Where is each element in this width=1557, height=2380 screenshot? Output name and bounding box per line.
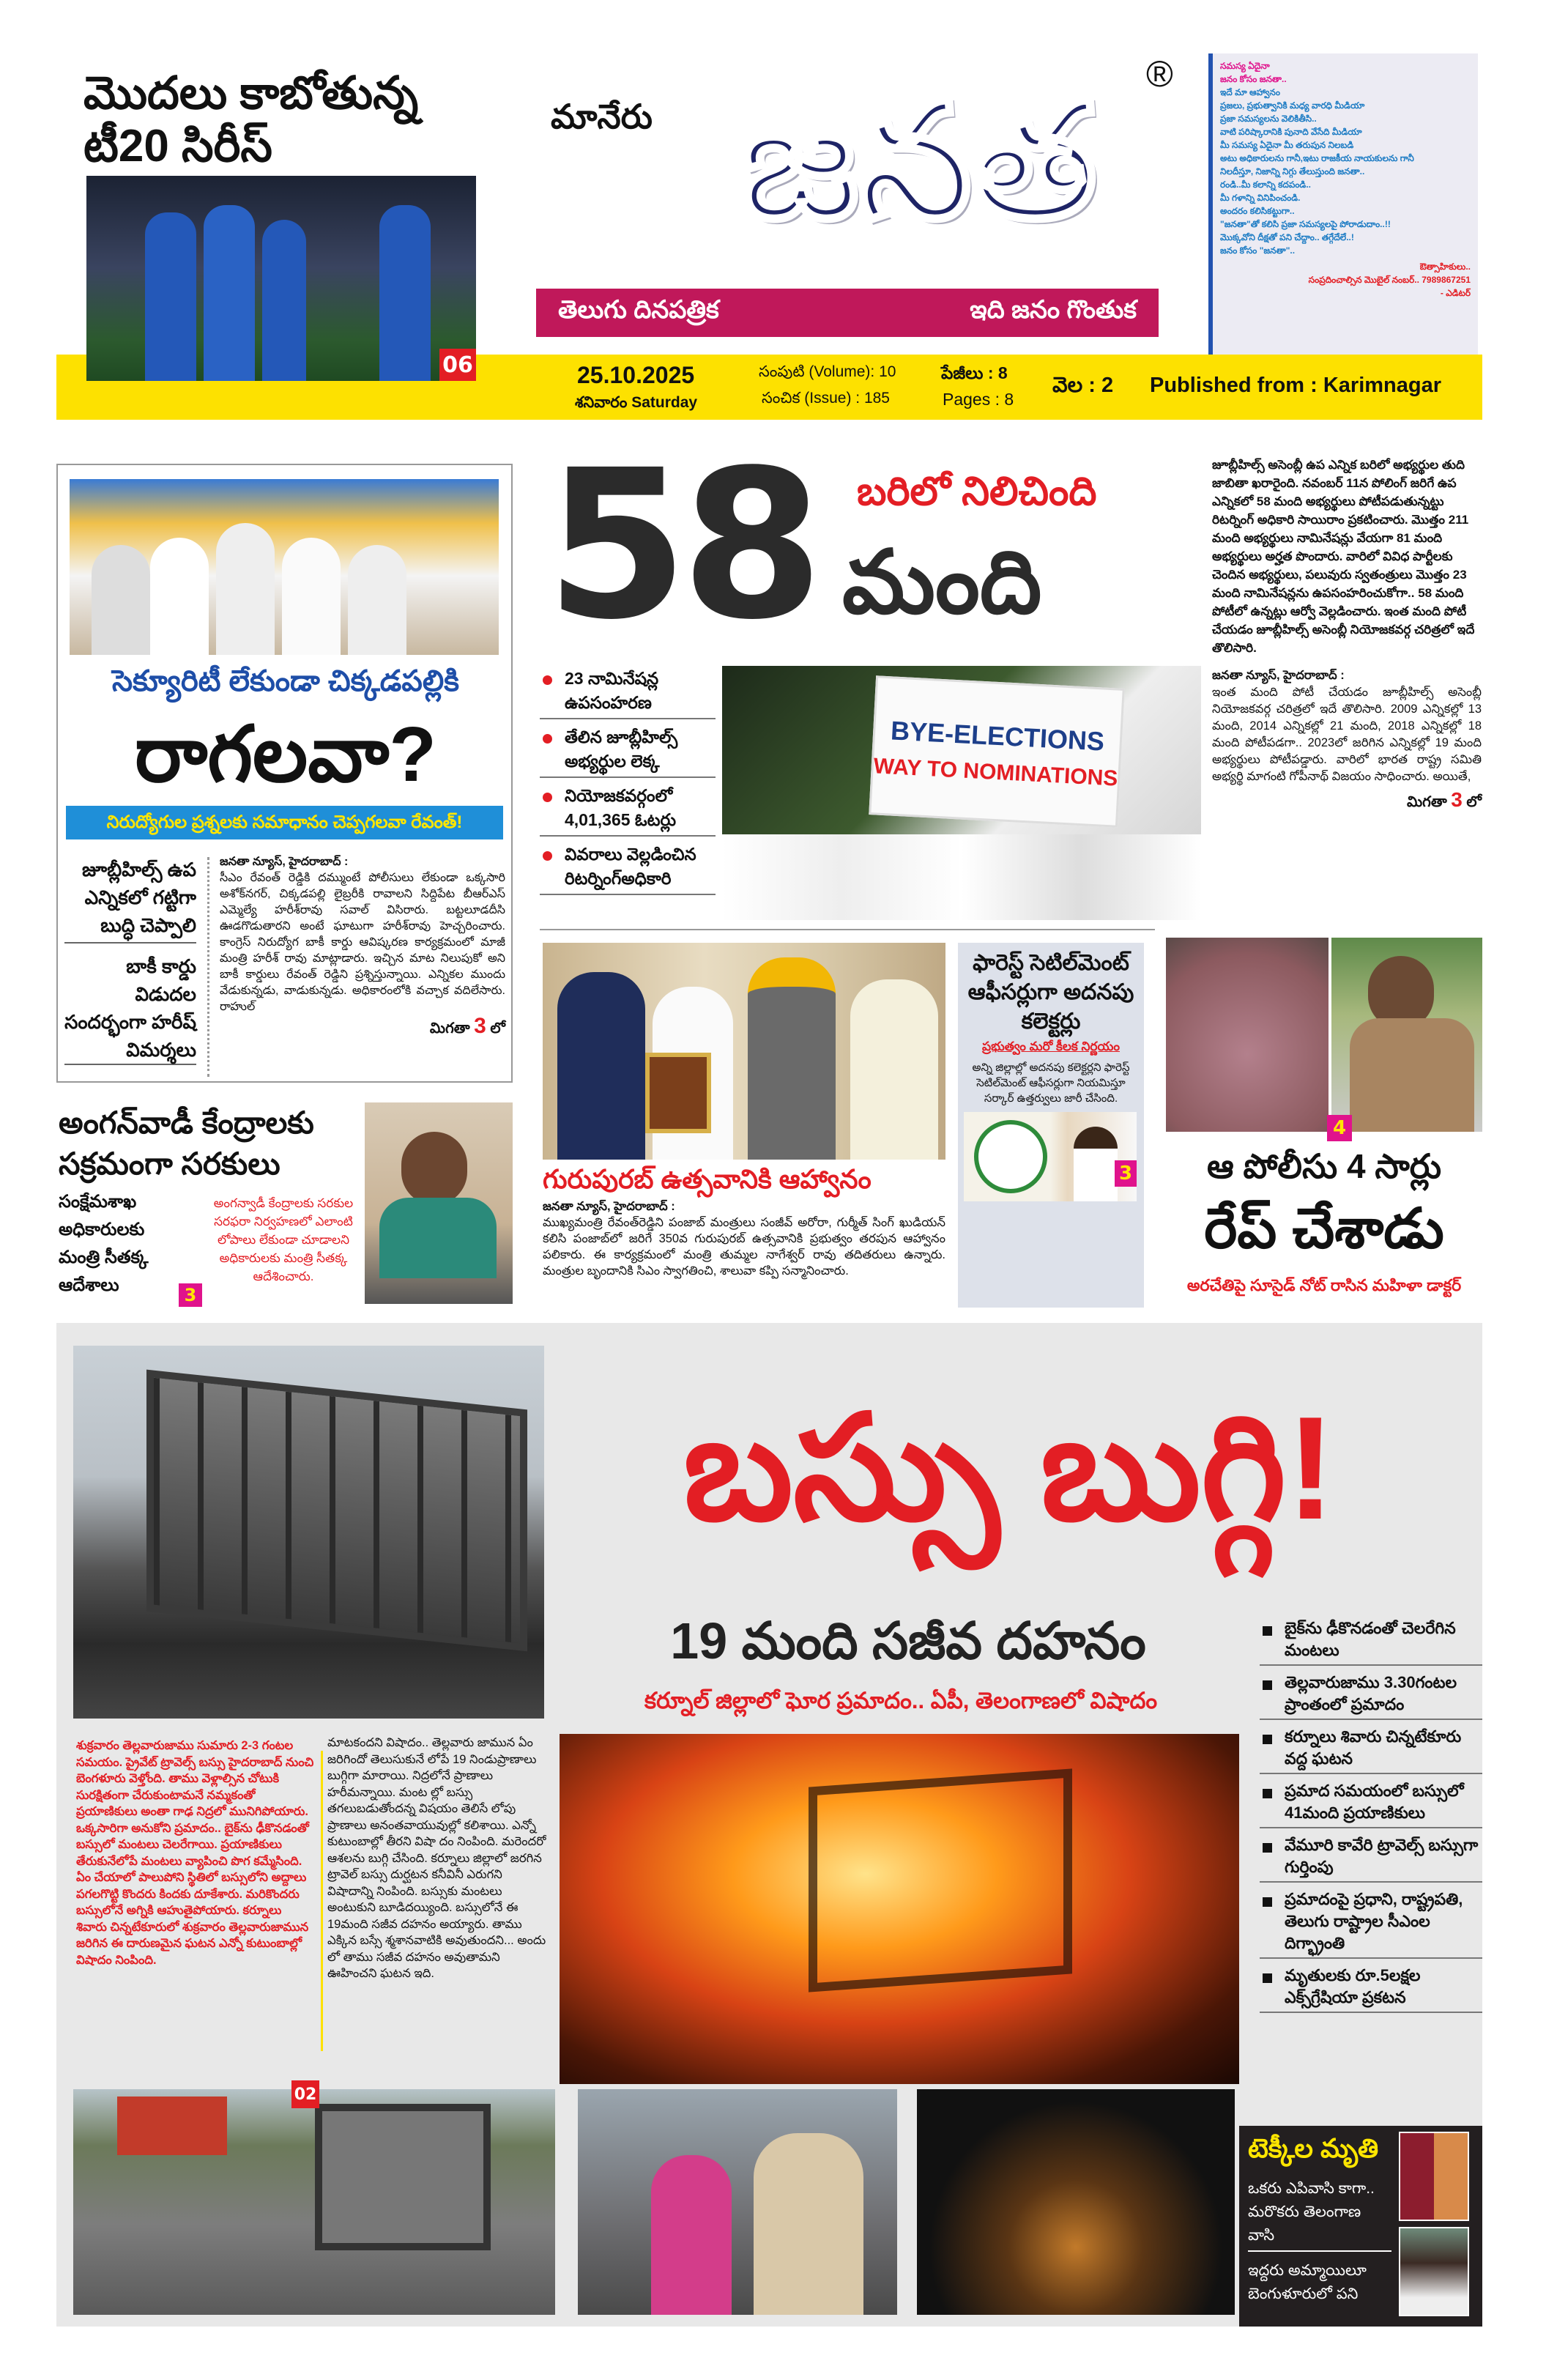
techie-photo-1[interactable] [1399,2132,1469,2221]
techies-line2: ఇద్దరు అమ్మాయిలూ బెంగుళూరులో పని [1248,2262,1367,2302]
minister-photo[interactable] [365,1102,513,1304]
bus-sub2: కర్నూల్ జిల్లాలో ఘోర ప్రమాదం.. ఏపీ, తెలంగాణలో విషాదం [644,1688,1158,1713]
gurpurab-photo[interactable] [543,943,945,1160]
gurpurab-body-text: ముఖ్యమంత్రి రేవంత్‌రెడ్డిని పంజాబ్ మంత్రులు సంజీవ్ అరోరా, గుర్మీత్ సింగ్ ఖుడియన్ కలిసి పంజాబ్‌లో జరిగే 350వ గురుపురబ్ ఉత్సవానికి ప్రభుత్వం తరపున ఆహ్వానం పలికారు. ఈ కార్యక్రమంలో మంత్రి తుమ్మల నాగేశ్వర్ రావు తదితరులు ఉన్నారు. మంత్రుల బృందానికి సిఎం స్వాగతించి, శాలువా కప్పి సన్మానించారు. [543,1216,945,1278]
masthead-prefix: మానేరు [551,97,653,136]
forest-sub: ప్రభుత్వం మరో కీలక నిర్ణయం [982,1039,1120,1053]
election-kicker: బరిలో నిలిచింది [857,470,1097,514]
appeal-line: "జనతా"తో కలిసి ప్రజా సమస్యలపై పోరాడుదాం..!! [1220,219,1391,229]
burnt-bus-photo[interactable] [73,1346,544,1719]
techies-headline[interactable]: టెక్కీల మృతి [1248,2133,1379,2163]
anganwadi-headline[interactable]: అంగన్‌వాడీ కేంద్రాలకు సక్రమంగా సరకులు [59,1105,314,1181]
bus-body: మాటకందని విషాదం.. తెల్లవారు జామున ఏం జరిగిందో తెలుసుకునే లోపే 19 నిండుప్రాణాలు బుగ్గిగా మారాయి. నిద్రలోనే ప్రాణాలు హరీమన్నాయి. మంట ల్లో బస్సు తగలుబడుతోందన్న విషయం తెలిసే లోపు ప్రాణాలు అనంతవాయువుల్లో కలిశాయి. ఎన్నో కుటుంబాల్లో తీరని విషా దం నింపింది. మరెందరో ఆశలను బుగ్గి చేసింది. కర్నూలు జిల్లాలో జరగిన ట్రావెల్ బస్సు దుర్ఘటన కనీవినీ ఎరుగని విషాదాన్ని నింపింది. బస్సుకు మంటలు అంటుకుని బూడిదయ్యింది. బస్సులోనే ఈ 19మంది సజీవ దహనం అయ్యారు. తాము ఎక్కిన బస్సే శ్మశానవాటికి అవుతుందని... అందు లో తాము సజీవ దహనం అవుతామని ఊహించని ఘటన ఇది. [327,1736,546,1980]
election-body [1212,667,1482,785]
volume: సంపుటి (Volume): 10 [759,363,896,380]
page-ref-badge[interactable]: 3 [179,1283,202,1307]
banner-text-2: WAY TO NOMINATIONS [872,754,1119,791]
forest-body: అన్ని జిల్లాల్లో అదనపు కలెక్టర్లని ఫారెస్ట్ సెటిల్‌మెంట్ ఆఫీసర్లుగా నియమిస్తూ సర్కార్ ఉత్తర్వులు జారీ చేసింది. [972,1061,1130,1105]
harish-photo[interactable] [70,479,499,655]
forest-headline[interactable]: ఫారెస్ట్ సెటిల్‌మెంట్ ఆఫీసర్లుగా అదనపు కలెక్టర్లు [967,951,1134,1034]
tagline-right: ఇది జనం గొంతుక [970,295,1137,324]
accident-site-photo[interactable] [73,2089,555,2315]
appeal-line: అందరం కలిసికట్టుగా.. [1220,206,1295,216]
section-divider [540,929,1155,930]
cricket-photo[interactable] [86,176,476,381]
pages-te: పేజీలు : 8 [941,363,1008,382]
election-dateline: జనతా న్యూస్, హైదరాబాద్ : [1212,669,1345,682]
anganwadi-body: అంగన్వాడీ కేంద్రాలకు సరకుల సరఫరా నిర్వహణలో ఎలాంటి లోపాలు లేకుండా చూడాలని అధికారులకు మంత్రి సీతక్క ఆదేశించారు. [213,1196,354,1283]
police-headline-2[interactable]: రేప్ చేశాడు [1204,1198,1444,1260]
appeal-line: నిలదీస్తూ, నిజాన్ని నిగ్గు తేలుస్తుంది జనతా.. [1220,166,1365,177]
techies-line1: ఒకరు ఎపివాసి కాగా.. మరొకరు తెలంగాణ వాసి [1248,2177,1391,2252]
bus-headline[interactable]: బస్సు బుగ్గి! [683,1387,1335,1550]
bus-sub1: 19 మంది సజీవ దహనం [670,1612,1146,1669]
appeal-line: వాటి పరిష్కారానికి పునాది వేసేది మీడియా [1220,127,1362,137]
published-from: Published from : Karimnagar [1150,374,1442,397]
page-ref-badge[interactable]: 4 [1327,1115,1352,1141]
cont-label: మిగతా [429,1020,470,1037]
registered-mark: ® [1146,53,1173,94]
suicide-note-hand-photo[interactable] [1166,938,1329,1132]
cont-suffix: లో [490,1020,505,1037]
bullet-item: తెల్లవారుజాము 3.30గంటల ప్రాంతంలో ప్రమాదం [1260,1672,1482,1720]
pages-en: Pages : 8 [943,390,1014,409]
gurpurab-body [543,1198,945,1279]
appeal-line: రండి..మీ కలాన్ని కదపండి.. [1220,179,1311,190]
appeal-pink-2: జనం కోసం జనతా.. [1220,74,1287,84]
appeal-line: జనం కోసం "జనతా".. [1220,245,1296,256]
bus-bullets [1260,1617,1482,2019]
issue-date: 25.10.2025 [577,362,695,388]
bullet-item: కర్నూలు శివారు చిన్నటేకూరు వద్ద ఘటన [1260,1726,1482,1774]
appeal-line: మీ గళాన్ని వినిపించండి. [1220,193,1301,203]
techie-photo-2[interactable] [1399,2227,1469,2316]
harish-strap: నిరుద్యోగుల ప్రశ్నలకు సమాధానం చెప్పగలవా రేవంత్! [66,806,503,839]
tagline-band [536,289,1159,337]
bullet-item: ప్రమాద సమయంలో బస్సులో 41మంది ప్రయాణికులు [1260,1780,1482,1828]
police-officer-photo[interactable] [1331,938,1482,1132]
cont-page: 3 [1451,788,1463,811]
page-ref-badge[interactable]: 06 [439,349,476,381]
page-ref-badge[interactable]: 3 [1115,1160,1137,1187]
police-headline-1[interactable]: ఆ పోలీసు 4 సార్లు [1206,1147,1441,1185]
election-column [1212,456,1482,814]
appeal-editor: - ఎడిటర్ [1440,288,1471,298]
banner-text-1: BYE-ELECTIONS [890,715,1106,757]
election-lead: జూబ్లీహిల్స్ అసెంబ్లీ ఉప ఎన్నిక బరిలో అభ్యర్థుల తుది జాబితా ఖరారైంది. నవంబర్ 11న పోలింగ్ జరిగే ఉప ఎన్నికలో 58 మంది అభ్యర్థులు పోటీపడుతున్నట్టు రిటర్నింగ్ అధికారి సాయిరాం ప్రకటించారు. మొత్తం 211 మంది అభ్యర్థులు నామినేషన్లు వేయగా 81 మంది అభ్యర్థులు అర్హత పొందారు. వారిలో వివిధ పార్టీలకు చెందిన అభ్యర్థులు, పలువురు స్వతంత్రులు మొత్తం 23 మంది నామినేషన్లను ఉపసంహరించుకోగా.. 58 మంది పోటీలో ఉన్నట్లు ఆర్వో వెల్లడించారు. ఇంత మంది పోటీ చేయడం జూబ్లీహిల్స్ అసెంబ్లీ నియోజకవర్గ చరిత్రలో ఇదే తొలిసారి. [1212,458,1475,655]
night-fire-photo[interactable] [917,2089,1235,2315]
t20-headline[interactable] [83,67,479,173]
election-continued[interactable] [1212,788,1482,814]
gurpurab-block [543,1163,945,1279]
election-bullets [540,667,716,901]
appeal-line: మొక్కవోని దీక్షతో పని చేద్దాం.. తగ్గేదేలే..! [1220,232,1354,242]
appeal-mobile[interactable]: సంప్రదించాల్సిన మొబైల్ నంబర్.. 7989867251 [1308,275,1471,285]
bullet-item: తేలిన జూబ్లీహిల్స్ అభ్యర్థుల లెక్క [540,725,716,778]
anganwadi-side: సంక్షేమశాఖ అధికారులకు మంత్రి సీతక్క ఆదేశాలు [59,1192,149,1295]
bullet-item: వివరాలు వెల్లడించిన రిటర్నింగ్‌అధికారి [540,842,716,895]
bus-fire-photo[interactable] [560,1734,1239,2084]
harish-kicker: సెక్యూరిటీ లేకుండా చిక్కడపల్లికి [111,665,460,697]
bullet-item: వేమూరి కావేరి ట్రావెల్స్ బస్సుగా గుర్తింపు [1260,1834,1482,1883]
tagline-left: తెలుగు దినపత్రిక [558,295,719,324]
forest-photo[interactable] [964,1112,1137,1201]
issue-number: సంచిక (Issue) : 185 [762,390,890,407]
police-sub: అరచేతిపై సూసైడ్ నోట్ రాసిన మహిళా డాక్టర్ [1186,1276,1462,1294]
telangana-emblem-icon [974,1120,1047,1193]
harish-dateline: జనతా న్యూస్, హైదరాబాద్ : [220,856,349,868]
harish-continued[interactable] [220,1014,505,1038]
yellow-rule [321,1751,323,2051]
appeal-line: ఇదే మా ఆహ్వానం [1220,87,1280,97]
appeal-box [1208,53,1478,355]
gurpurab-headline[interactable]: గురుపురబ్ ఉత్సవానికి ఆహ్వానం [543,1164,872,1194]
bullet-item: బైక్‌ను ఢీకొనడంతో చెలరేగిన మంటలు [1260,1617,1482,1666]
election-body-text: ఇంత మంది పోటీ చేయడం జూబ్లీహిల్స్ అసెంబ్లీ నియోజకవర్గ చరిత్రలో ఇదే తొలిసారి. 2009 ఎన్నికల్లో 13 మంది, 2014 ఎన్నికల్లో 21 మంది, 2018 ఎన్నికల్లో 18 మంది పోటీపడగా.. 2023లో జరిగిన ఎన్నికల్లో 19 మంది అభ్యర్థులు పోటీపడ్డారు. వారిలో భారత రాష్ట్ర సమితి అభ్యర్థి మాగంటి గోపీనాథ్ విజయం సాధించారు. అయితే, [1212,686,1482,783]
officials-photo[interactable] [578,2089,897,2315]
t20-headline-line1: మొదలు కాబోతున్న [83,68,419,119]
bullet-item: 23 నామినేషన్ల ఉపసంహరణ [540,667,716,719]
bullet-item: మృతులకు రూ.5లక్షల ఎక్స్‌గ్రేషియా ప్రకటన [1260,1965,1482,2013]
appeal-line: ప్రజలు, ప్రభుత్వానికి మధ్య వారధి మీడియా [1220,100,1365,111]
forest-box [958,943,1144,1308]
appeal-line: మీ సమస్య ఏదైనా మీ తరుపున నిలబడి [1220,140,1354,150]
page-ref-badge[interactable]: 02 [291,2080,319,2108]
bullet-item: ప్రమాదంపై ప్రధాని, రాష్ట్రపతి, తెలుగు రాష్ట్రాల సీఎంల దిగ్భ్రాంతి [1260,1888,1482,1959]
harish-body-text: సీఎం రేవంత్ రెడ్డికి దమ్ముంటే పోలీసులు లేకుండా ఒక్కసారి అశోక్‌నగర్, చిక్కడపల్లి లైబ్రరీకి రావాలని సిద్దిపేట బీఆర్ఎస్ ఎమ్మెల్యే హరీశ్‌రావు సవాల్ విసిరారు. బట్టలూడదీసి ఊడగొడుతారని అంటే ఘాటుగా హరీశ్‌రావు హెచ్చరించారు. కాంగ్రెస్ నిరుద్యోగ బాకీ కార్డు ఆవిష్కరణ కార్యక్రమంలో మాజీ మంత్రి హరీశ్ రావు మాట్లాడారు. ఇచ్చిన మాట నిలుపుకో అని బాకీ కార్డులు రేవంత్ రెడ్డిని ప్రశ్నిస్తున్నాయి. ఎన్నికల ముందు వేడుకున్నడు, వాడుకున్నడు. అధికారంలోకి వచ్చాక వదిలేసారు. రాహుల్ [220,872,505,1013]
appeal-line: ప్రజా సమస్యలను వెలికితీసి.. [1220,114,1317,124]
appeal-line: అటు అధికారులను గానీ,ఇటు రాజకీయ నాయకులను గానీ [1220,153,1414,163]
bullet-item: నియోజకవర్గంలో 4,01,365 ఓటర్లు [540,784,716,837]
bus-body-red: శుక్రవారం తెల్లవారుజాము సుమారు 2-3 గంటల సమయం. ప్రైవేట్ ట్రావెల్స్ బస్సు హైదరాబాద్ నుంచి బెంగళూరు వెళ్తోంది. తాము వెళ్లాల్సిన చోటుకి సురక్షితంగా చేరుకుంటామనే నమ్మకంతో ప్రయాణికులు అంతా గాఢ నిద్రలో మునిగిపోయారు. ఒక్కసారిగా అనుకోని ప్రమాదం.. బైక్‌ను ఢీకొనడంతో బస్సులో మంటలు చెలరేగాయి. ప్రయాణికులు తేరుకునేలోపే మంటలు వ్యాపించి పొగ కమ్మేసింది. ఏం చేయాలో పాలుపోని స్థితిలో బస్సులోని అద్దాలు పగలగొట్టి కొందరు కిందకు దూకేశారు. మరికొందరు బస్సులోనే అగ్నికి ఆహుతైపోయారు. కర్నూలు శివారు చిన్నటేకూరులో శుక్రవారం తెల్లవారుజామున జరిగిన ఈ దారుణమైన ఘటన ఎన్నో కుటుంబాల్లో విషాదం నింపింది. [76,1739,314,1967]
bye-election-photo[interactable] [722,666,1201,920]
appeal-pink-1: సమస్య ఏదైనా [1220,61,1270,71]
cont-suffix: లో [1466,794,1482,810]
harish-body [220,854,505,1037]
cont-label: మిగతా [1407,794,1447,810]
appeal-sign: ఔత్సాహికులు.. [1419,262,1471,272]
column-divider [207,857,209,1077]
t20-headline-line2: టీ20 సిరీస్ [83,121,272,171]
masthead-logo[interactable]: జనత [740,71,1098,251]
election-word: మంది [842,533,1042,631]
harish-side-1: జూబ్లీహిల్స్ ఉప ఎన్నికలో గట్టిగా బుద్ధి చెప్పాలి [64,856,196,944]
cont-page: 3 [474,1014,486,1038]
price: వెల : 2 [1052,374,1114,397]
harish-headline[interactable]: రాగలవా? [134,711,437,798]
harish-side-2: బాకీ కార్డు విడుదల సందర్భంగా హరీష్ విమర్శలు [64,952,196,1065]
gurpurab-dateline: జనతా న్యూస్, హైదరాబాద్ : [543,1200,675,1213]
issue-day: శనివారం Saturday [575,394,698,411]
election-number[interactable]: 58 [546,426,817,665]
